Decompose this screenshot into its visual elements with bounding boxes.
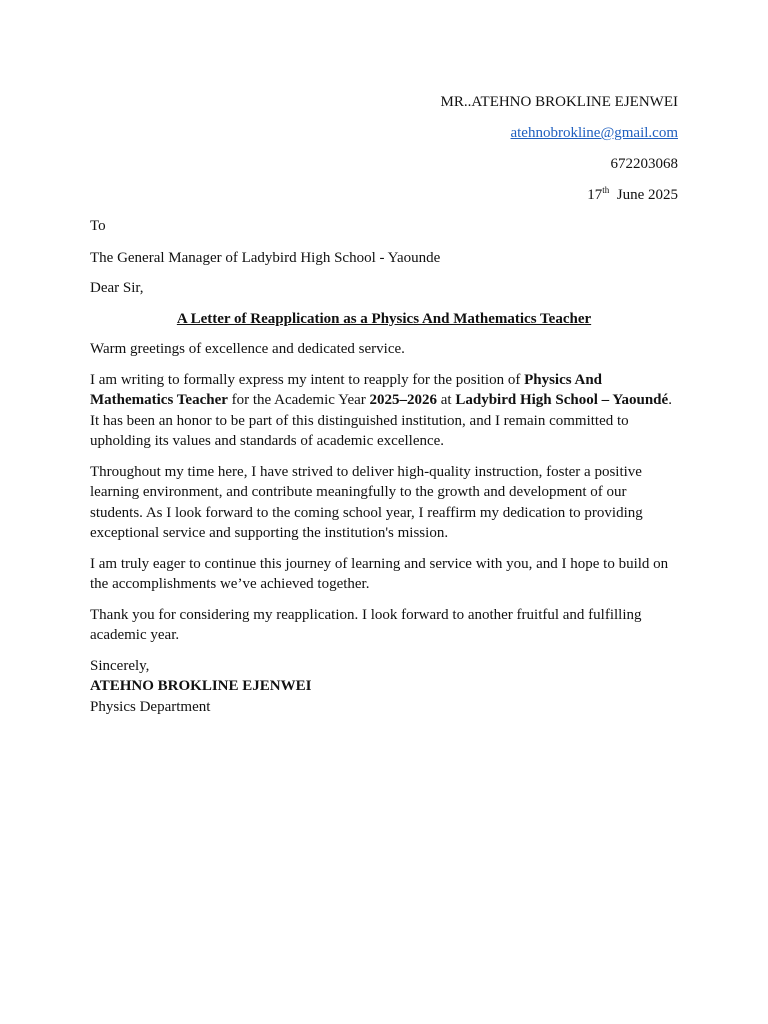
letter-date [90,185,678,205]
sender-email-line [90,123,678,143]
p1-school: Ladybird High School – Yaoundé [455,392,669,408]
to-label: To [90,218,106,234]
sender-phone: 672203068 [610,156,678,172]
p1-text-a: I am writing to formally express my intent to reapply for the position of [90,371,525,388]
recipient-line: The General Manager of Ladybird High School - Yaounde [90,249,441,266]
date-day: 17 [587,187,603,203]
p1-text-b: for the Academic Year [227,392,370,408]
p1-year: 2025–2026 [369,392,438,408]
letter-subject: A Letter of Reapplication as a Physics And Mathematics Teacher [176,310,592,327]
p1-text-c: at [437,392,456,408]
paragraph-thanks: Thank you for considering my reapplication. I look forward to another fruitful and fulfilling academic year. [90,606,642,643]
p1-role: Physics And Mathematics Teacher [90,371,603,408]
letter-page [90,92,678,717]
sender-name: MR..ATEHNO BROKLINE EJENWEI [440,94,678,110]
valediction: Sincerely, [90,657,150,674]
signature-name-text: ATEHNO BROKLINE EJENWEI [90,678,312,694]
signature-name [90,676,678,697]
department: Physics Department [90,698,211,715]
date-suffix: th [602,185,610,195]
paragraph-experience: Throughout my time here, I have strived to deliver high-quality instruction, foster a positive learning environment, and contribute meaningfully to the growth and development of our students. As I look forward to the coming school year, I reaffirm my dedication to providing exceptional service and supporting the institution's mission. [90,463,643,541]
p1-text-d: . It has been an honor to be part of this distinguished institution, and I remain committed to upholding its values and standards of academic excellence. [90,392,672,449]
sender-email-link[interactable]: atehnobrokline@gmail.com [510,125,678,141]
date-rest: June 2025 [616,187,678,203]
salutation: Dear Sir, [90,280,144,296]
greeting-paragraph: Warm greetings of excellence and dedicated service. [90,341,405,357]
paragraph-intent [90,370,678,452]
paragraph-continuation: I am truly eager to continue this journey of learning and service with you, and I hope to build on the accomplishments we’ve achieved together. [90,555,669,592]
